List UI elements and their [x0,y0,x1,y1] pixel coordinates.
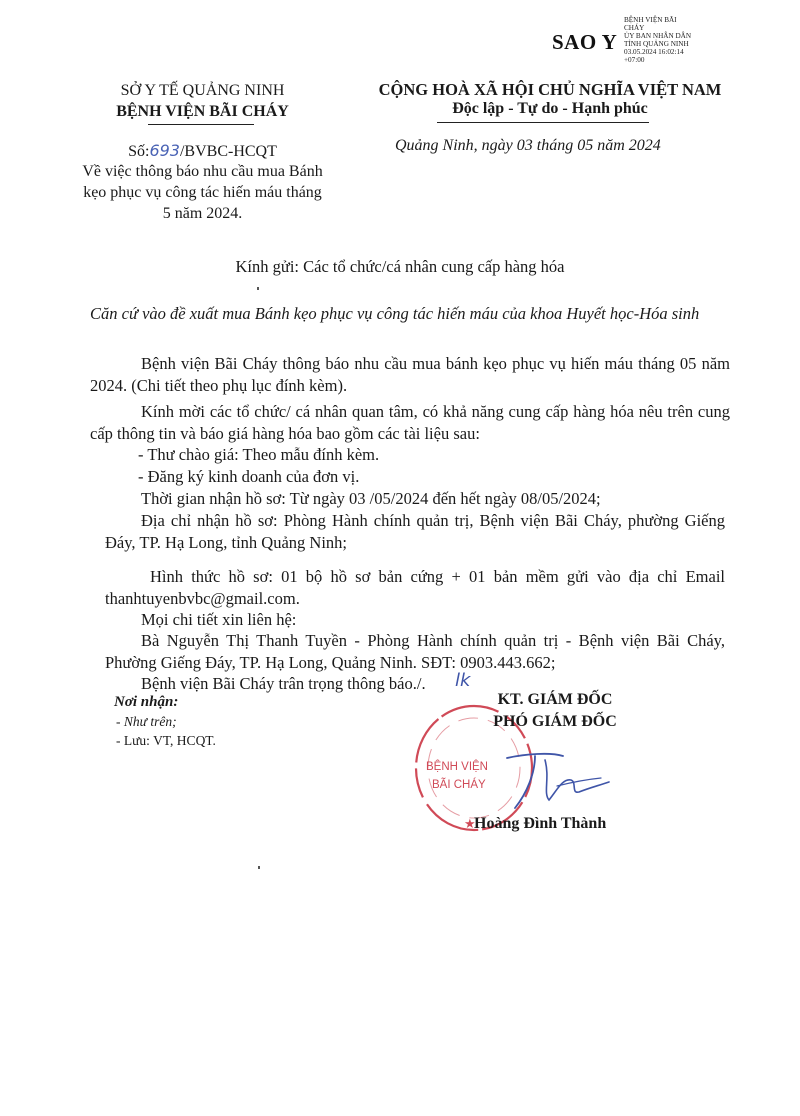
copy-stamp-meta [624,16,754,64]
doc-number-prefix: Số: [128,143,150,160]
document-number [80,141,325,161]
copy-stamp-title: SAO Y [552,30,618,54]
national-motto: Độc lập - Tự do - Hạnh phúc [452,100,648,117]
seal-text-line-1: BỆNH VIỆN [426,761,488,773]
contact-details: Bà Nguyễn Thị Thanh Tuyền - Phòng Hành chính quản trị - Bệnh viện Bãi Cháy, Phường Giếng Đáy, TP. Hạ Long, Quảng Ninh. SĐT: 0903.443.662; [105,631,725,672]
scan-dot [257,287,259,290]
country-name: CỘNG HOÀ XÃ HỘI CHỦ NGHĨA VIỆT NAM [378,80,722,99]
contact-intro: Mọi chi tiết xin liên hệ: [141,610,297,629]
copy-meta-line: CHÁY [624,24,645,32]
doc-number-handwritten: 693 [149,141,180,160]
submission-format: Hình thức hồ sơ: 01 bộ hồ sơ bản cứng + 01 bản mềm gửi vào địa chỉ Email thanhtuyenbvbc@gmail.com. [105,567,725,608]
handwritten-signature [505,738,615,818]
basis-paragraph: Căn cứ vào đề xuất mua Bánh kẹo phục vụ công tác hiến máu của khoa Huyết học-Hóa sinh [90,304,700,323]
copy-stamp [552,14,782,72]
copy-meta-line: BỆNH VIỆN BÃI [624,16,677,24]
copy-meta-line: 03.05.2024 16:02:14 [624,48,684,56]
department-name: SỞ Y TẾ QUẢNG NINH [120,82,285,99]
doc-number-suffix: /BVBC-HCQT [179,143,277,160]
handwritten-initial: lk [455,670,471,691]
seal-star-icon: ★ [464,816,476,831]
copy-meta-line: TỈNH QUẢNG NINH [624,40,689,48]
document-subject: Về việc thông báo nhu cầu mua Bánh kẹo phục vụ công tác hiến máu tháng 5 năm 2024. [82,163,323,222]
header-left-divider [148,124,254,125]
signer-role-primary: KT. GIÁM ĐỐC [497,691,613,708]
seal-text-line-2: BÃI CHÁY [432,779,486,791]
scan-dot [258,866,260,869]
signer-name: Hoàng Đình Thành [474,815,607,832]
header-right-divider [437,122,649,123]
recipients-title: Nơi nhận: [114,694,179,710]
signer-role-deputy: PHÓ GIÁM ĐỐC [493,713,617,730]
recipient-item: - Như trên; [116,714,177,729]
invitation-paragraph: Kính mời các tổ chức/ cá nhân quan tâm, có khả năng cung cấp hàng hóa nêu trên cung cấp thông tin và báo giá hàng hóa bao gồm các tài liệu sau: [90,402,730,443]
hospital-name: BỆNH VIỆN BÃI CHÁY [116,103,289,120]
intro-paragraph: Bệnh viện Bãi Cháy thông báo nhu cầu mua bánh kẹo phục vụ hiến máu tháng 05 năm 2024. (Chi tiết theo phụ lục đính kèm). [90,354,730,395]
place-date: Quảng Ninh, ngày 03 tháng 05 năm 2024 [395,137,661,154]
closing-line: Bệnh viện Bãi Cháy trân trọng thông báo./. [141,674,426,693]
submission-address: Địa chỉ nhận hồ sơ: Phòng Hành chính quản trị, Bệnh viện Bãi Cháy, phường Giếng Đáy, TP. Hạ Long, tỉnh Quảng Ninh; [105,511,725,552]
copy-meta-line: +07:00 [624,56,645,64]
document-list-item: - Đăng ký kinh doanh của đơn vị. [138,467,360,486]
copy-meta-line: ỦY BAN NHÂN DÂN [624,32,692,40]
recipient-item: - Lưu: VT, HCQT. [116,733,216,748]
recipient-line: Kính gửi: Các tổ chức/cá nhân cung cấp hàng hóa [235,257,565,276]
document-list-item: - Thư chào giá: Theo mẫu đính kèm. [138,445,380,464]
submission-time: Thời gian nhận hồ sơ: Từ ngày 03 /05/2024 đến hết ngày 08/05/2024; [141,489,601,508]
